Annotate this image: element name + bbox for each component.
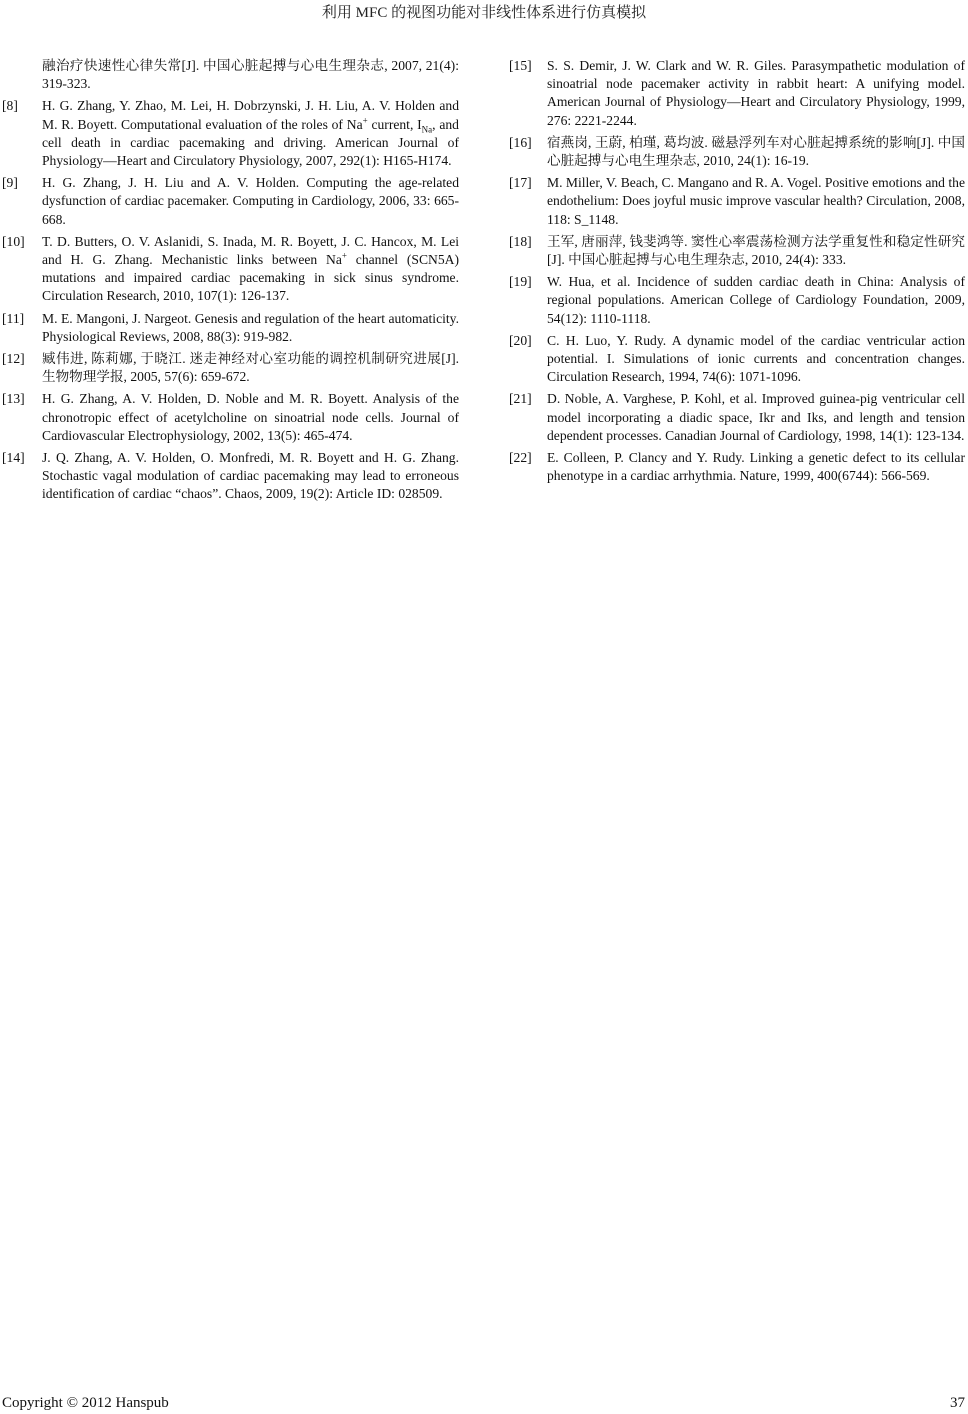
reference-text: W. Hua, et al. Incidence of sudden cardiac death in China: Analysis of regional populations. American College of Cardiology Foundation, 2009, 54(12): 1110-1118.	[547, 274, 965, 326]
reference-number: [10]	[2, 233, 25, 249]
reference-item	[509, 390, 965, 445]
reference-number: [9]	[2, 175, 18, 191]
reference-item	[509, 449, 965, 485]
reference-number: [8]	[2, 98, 18, 114]
reference-text: T. D. Butters, O. V. Aslanidi, S. Inada, M. R. Boyett, J. C. Hancox, M. Lei and H. G. Zhang. Mechanistic links between Na+ channel (SCN5A) mutations and impaired cardiac pacemaking in sick sinus syndrome. Circulation Research, 2010, 107(1): 126-137.	[42, 233, 459, 304]
page-number: 37	[950, 1395, 965, 1411]
reference-text: H. G. Zhang, Y. Zhao, M. Lei, H. Dobrzynski, J. H. Liu, A. V. Holden and M. R. Boyett. Computational evaluation of the roles of Na+ current, $I_{Na}$, and cell death in cardiac pacemaking and driving. American Journal of Physiology—Heart and Circulatory Physiology, 2007, 292(1): H165-H174.	[42, 98, 459, 169]
reference-number: [16]	[509, 134, 532, 150]
reference-item	[509, 332, 965, 387]
running-header: 利用 MFC 的视图功能对非线性体系进行仿真模拟	[321, 5, 647, 21]
reference-text: 融治疗快速性心律失常[J]. 中国心脏起搏与心电生理杂志, 2007, 21(4): 319-323.	[42, 58, 459, 92]
reference-text: 王军, 唐丽萍, 钱斐鸿等. 窦性心率震荡检测方法学重复性和稳定性研究[J]. 中国心脏起搏与心电生理杂志, 2010, 24(4): 333.	[547, 233, 965, 268]
reference-text: J. Q. Zhang, A. V. Holden, O. Monfredi, M. R. Boyett and H. G. Zhang. Stochastic vagal modulation of cardiac pacemaking may lead to erroneous identification of cardiac “chaos”. Chaos, 2009, 19(2): Article ID: 028509.	[42, 450, 459, 502]
reference-text: C. H. Luo, Y. Rudy. A dynamic model of the cardiac ventricular action potential. I. Simulations of ionic currents and concentration changes. Circulation Research, 1994, 74(6): 1071-1096.	[547, 332, 965, 385]
reference-text: M. E. Mangoni, J. Nargeot. Genesis and regulation of the heart automaticity. Physiological Reviews, 2008, 88(3): 919-982.	[42, 310, 459, 344]
reference-number: [18]	[509, 233, 532, 249]
reference-item	[2, 449, 459, 504]
reference-item	[2, 57, 459, 93]
reference-number: [21]	[509, 391, 532, 407]
reference-number: [15]	[509, 58, 532, 73]
reference-item	[2, 310, 459, 346]
reference-number: [13]	[2, 391, 25, 407]
reference-item	[2, 390, 459, 445]
reference-item	[509, 134, 965, 170]
copyright-notice: Copyright © 2012 Hanspub	[2, 1395, 169, 1411]
reference-number: [17]	[509, 175, 532, 191]
reference-number: [14]	[2, 450, 25, 466]
reference-text: 臧伟进, 陈莉娜, 于晓江. 迷走神经对心室功能的调控机制研究进展[J]. 生物物理学报, 2005, 57(6): 659-672.	[42, 351, 459, 385]
reference-item	[2, 233, 459, 306]
reference-number: [20]	[509, 332, 532, 348]
reference-item	[2, 174, 459, 229]
reference-item	[509, 233, 965, 269]
reference-item	[509, 174, 965, 229]
reference-text: E. Colleen, P. Clancy and Y. Rudy. Linking a genetic defect to its cellular phenotype in a cardiac arrhythmia. Nature, 1999, 400(6744): 566-569.	[547, 450, 965, 484]
reference-text: H. G. Zhang, A. V. Holden, D. Noble and M. R. Boyett. Analysis of the chronotropic effect of acetylcholine on sinoatrial node cells. Journal of Cardiovascular Electrophysiology, 2002, 13(5): 465-474.	[42, 391, 459, 443]
reference-text: H. G. Zhang, J. H. Liu and A. V. Holden. Computing the age-related dysfunction of cardiac pacemaker. Computing in Cardiology, 2006, 33: 665-668.	[42, 175, 459, 227]
reference-text: M. Miller, V. Beach, C. Mangano and R. A. Vogel. Positive emotions and the endothelium: Does joyful music improve vascular health? Circulation, 2008, 118: S_1148.	[547, 175, 965, 227]
reference-number: [19]	[509, 274, 532, 290]
reference-number: [11]	[2, 310, 25, 326]
reference-item	[509, 273, 965, 328]
reference-item	[2, 350, 459, 386]
reference-item	[2, 97, 459, 170]
reference-text: 宿燕岗, 王蔚, 柏瑾, 葛均波. 磁悬浮列车对心脏起搏系统的影响[J]. 中国心脏起搏与心电生理杂志, 2010, 24(1): 16-19.	[547, 134, 965, 169]
reference-text: D. Noble, A. Varghese, P. Kohl, et al. Improved guinea-pig ventricular cell model incorporating a diadic space, Ikr and Iks, and length and tension dependent processes. Canadian Journal of Cardiology, 1998, 14(1): 123-134.	[547, 391, 965, 443]
reference-text: S. S. Demir, J. W. Clark and W. R. Giles. Parasympathetic modulation of sinoatrial node pacemaker activity in rabbit heart: A unifying model. American Journal of Physiology—Heart and Circulatory Physiology, 1999, 276: 2221-2244.	[547, 58, 965, 128]
reference-number: [22]	[509, 450, 532, 466]
reference-item	[509, 57, 965, 130]
reference-number: [12]	[2, 351, 25, 367]
references-left-column	[2, 57, 459, 508]
references-right-column	[509, 57, 965, 489]
